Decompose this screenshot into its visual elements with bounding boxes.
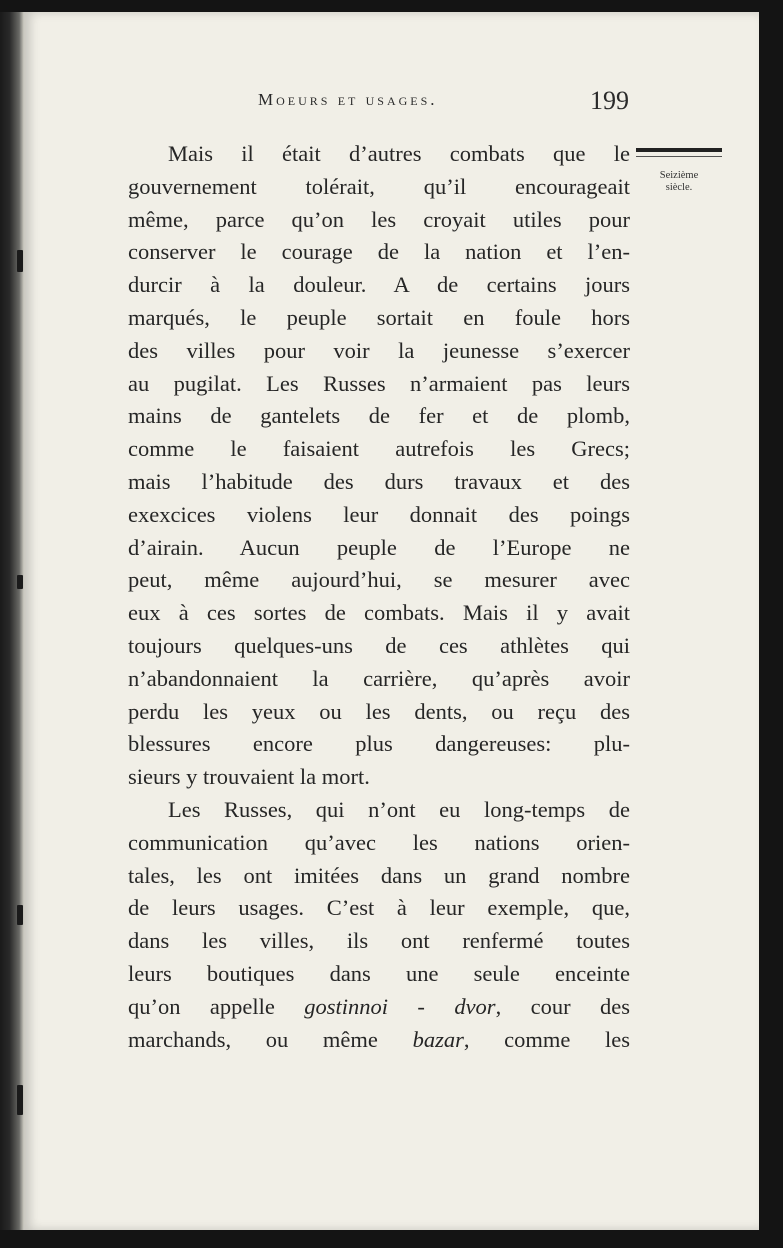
binding-mark	[17, 1085, 23, 1115]
text-line: mains de gantelets de fer et de plomb,	[128, 403, 630, 429]
italic-term: bazar	[412, 1026, 464, 1052]
text-run: , comme les	[463, 1026, 630, 1052]
text-line: tales, les ont imitées dans un grand nombre	[128, 862, 630, 888]
text-line: blessures encore plus dangereuses: plu-	[128, 731, 630, 757]
text-line: des villes pour voir la jeunesse s’exercer	[128, 337, 630, 363]
binding-mark	[17, 250, 23, 272]
text-run: , cour des	[495, 993, 630, 1019]
margin-rule	[636, 148, 722, 152]
text-line: peut, même aujourd’hui, se mesurer avec	[128, 567, 630, 593]
text-line: sieurs y trouvaient la mort.	[128, 764, 370, 790]
margin-note-line: siècle.	[665, 182, 693, 193]
text-line: d’airain. Aucun peuple de l’Europe ne	[128, 534, 630, 560]
text-line: au pugilat. Les Russes n’armaient pas leurs	[128, 370, 630, 396]
text-line: durcir à la douleur. A de certains jours	[128, 272, 630, 298]
text-line: mais l’habitude des durs travaux et des	[128, 468, 630, 494]
text-line: eux à ces sortes de combats. Mais il y avait	[128, 600, 630, 626]
text-line: leurs boutiques dans une seule enceinte	[128, 960, 630, 986]
text-line-with-italic	[128, 991, 630, 1024]
body-text	[128, 138, 630, 1056]
text-line: n’abandonnaient la carrière, qu’après avoir	[128, 665, 630, 691]
text-line: comme le faisaient autrefois les Grecs;	[128, 436, 630, 462]
text-line: dans les villes, ils ont renfermé toutes	[128, 928, 630, 954]
text-line: conserver le courage de la nation et l’en-	[128, 239, 630, 265]
text-line-with-italic	[128, 1024, 630, 1057]
text-line: exexcices violens leur donnait des poings	[128, 501, 630, 527]
binding-mark	[17, 575, 23, 589]
text-line: marqués, le peuple sortait en foule hors	[128, 304, 630, 330]
margin-rule-thin	[636, 156, 722, 157]
text-line: gouvernement tolérait, qu’il encourageait	[128, 173, 630, 199]
text-line: communication qu’avec les nations orien-	[128, 829, 630, 855]
text-line: Mais il était d’autres combats que le	[168, 141, 630, 166]
page-number: 199	[590, 86, 629, 115]
text-run: qu’on appelle	[128, 993, 305, 1019]
margin-note-line: Seizième	[659, 170, 699, 181]
text-line: même, parce qu’on les croyait utiles pour	[128, 206, 630, 232]
italic-term: gostinnoi - dvor	[304, 993, 496, 1019]
text-line: toujours quelques-uns de ces athlètes qui	[128, 632, 630, 658]
text-line: Les Russes, qui n’ont eu long-temps de	[168, 796, 630, 822]
running-head: Moeurs et usages.	[258, 90, 438, 109]
text-run: marchands, ou même	[128, 1026, 413, 1052]
margin-note	[644, 170, 714, 194]
binding-mark	[17, 905, 23, 925]
text-line: perdu les yeux ou les dents, ou reçu des	[128, 698, 630, 724]
book-spine	[0, 12, 24, 1230]
text-line: de leurs usages. C’est à leur exemple, que,	[128, 895, 630, 921]
